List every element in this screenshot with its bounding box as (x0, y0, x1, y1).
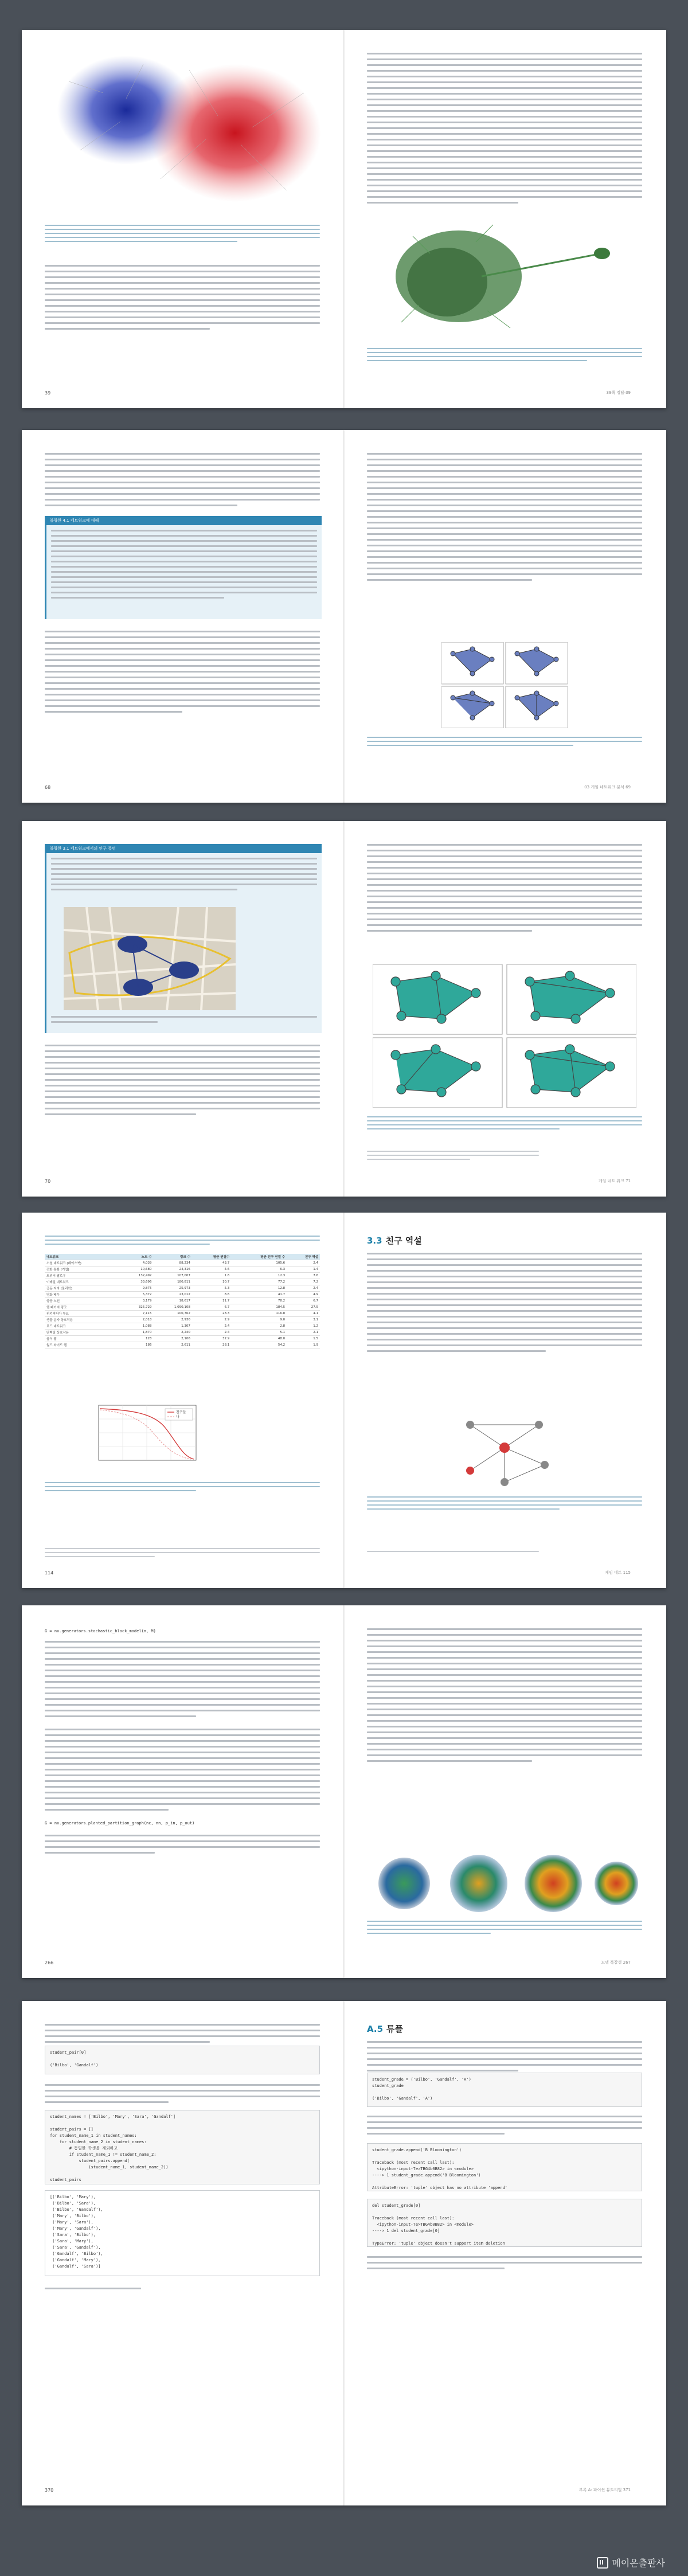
footnotes (45, 1548, 320, 1557)
table-cell: 10.7 (192, 1279, 231, 1285)
friendship-network-figure (447, 1408, 562, 1488)
code-snippet: G = nx.generators.planted_partition_graph(nc, nn, p_in, p_out) (45, 1821, 195, 1826)
right-page (344, 1213, 666, 1588)
table-row (45, 1342, 320, 1348)
table-cell: 2.4 (192, 1330, 231, 1336)
table-header-cell: 네트워크 (45, 1254, 121, 1260)
body-text (367, 844, 642, 932)
code-block: student_names = ['Bilbo', 'Mary', 'Sara', 'Gandalf'] student_pairs = [] for student_name_1 in student_names: for student_name_2 in student_names: # 동일한 학생을 제외하고 if student_name_1 != student_name_2: student_pairs.append( (student_name_1, student_name_2)) student_pairs (45, 2110, 320, 2184)
table-cell: 116.8 (231, 1311, 287, 1317)
table-cell: 2.9 (192, 1317, 231, 1323)
table-row (45, 1330, 320, 1336)
table-row (45, 1298, 320, 1304)
table-cell: 2,240 (154, 1330, 192, 1336)
section-heading (367, 1234, 422, 1246)
table-cell: 2.4 (287, 1285, 320, 1292)
table-cell: 6.7 (287, 1298, 320, 1304)
friendship-paradox-table (45, 1254, 320, 1348)
code-block: student_grade = ('Bilbo', 'Gandalf', 'A') student_grade ('Bilbo', 'Gandalf', 'A') (367, 2073, 642, 2107)
table-cell: 4.1 (287, 1311, 320, 1317)
legend-label-friends: 친구들 (176, 1410, 186, 1414)
body-text (367, 2116, 642, 2135)
body-text (45, 265, 320, 330)
body-text (45, 1641, 320, 1717)
page-spread (22, 1605, 666, 1978)
body-text (45, 1729, 320, 1811)
table-row (45, 1292, 320, 1298)
table-cell: 27.5 (287, 1304, 320, 1311)
footnotes (367, 1551, 539, 1552)
table-cell: 33,696 (121, 1279, 154, 1285)
table-cell: 78.2 (231, 1298, 287, 1304)
table-cell: 2,930 (154, 1317, 192, 1323)
table-cell: 항공 노선 (45, 1298, 121, 1304)
code-block: student_grade.append('B Bloomington') Traceback (most recent call last): <ipython-input-7e>TBG4b0B82> in <module> ----> 1 student_grade.append('B Bloomington') AttributeError: 'tuple' object has no attribute 'append' (367, 2143, 642, 2191)
table-cell: 2.1 (287, 1330, 320, 1336)
page-number: 70 (45, 1179, 51, 1184)
table-header-cell: 링크 수 (154, 1254, 192, 1260)
table-cell: 음식 웹 (45, 1336, 121, 1342)
running-head: 게임 네트 115 (605, 1570, 631, 1575)
left-page (22, 30, 344, 408)
page-number: 39 (45, 390, 51, 396)
info-box-title: 불량한 3.1 네트워크에서의 연구 증명 (46, 844, 322, 853)
table-row (45, 1273, 320, 1279)
table-cell: 전화 통화 (기업) (45, 1266, 121, 1273)
table-cell: 2,106 (154, 1336, 192, 1342)
table-cell: 1,870 (121, 1330, 154, 1336)
body-text (367, 2256, 642, 2269)
table-row (45, 1304, 320, 1311)
table-cell: 2.4 (192, 1323, 231, 1330)
table-cell: 단백질 상호작용 (45, 1330, 121, 1336)
table-cell: 이메일 네트워크 (45, 1279, 121, 1285)
table-cell: 2.4 (287, 1260, 320, 1266)
right-page (344, 2001, 666, 2505)
left-page (22, 2001, 344, 2505)
page-spread (22, 430, 666, 803)
table-cell: 43.7 (192, 1260, 231, 1266)
table-cell: 3.1 (287, 1317, 320, 1323)
table-cell: 4.9 (287, 1292, 320, 1298)
table-cell: 100,762 (154, 1311, 192, 1317)
table-cell: 6.7 (192, 1304, 231, 1311)
body-text (45, 2084, 320, 2103)
figure-caption (45, 225, 320, 242)
table-cell: 1,307 (154, 1323, 192, 1330)
table-cell: 로드 네트워크 (45, 1323, 121, 1330)
running-head: 게임 네트 워크 71 (598, 1179, 631, 1183)
table-cell: 2.8 (231, 1323, 287, 1330)
table-cell: 4.6 (192, 1266, 231, 1273)
network-cluster-figure (46, 47, 321, 219)
table-cell: 77.2 (231, 1279, 287, 1285)
table-cell: 24,316 (154, 1266, 192, 1273)
table-cell: 128 (121, 1336, 154, 1342)
section-heading (367, 2023, 403, 2035)
left-page (22, 821, 344, 1197)
table-cell: 105.6 (231, 1260, 287, 1266)
right-page (344, 30, 666, 408)
table-cell: 5,372 (121, 1292, 154, 1298)
table-cell: 7.6 (287, 1273, 320, 1279)
right-page (344, 430, 666, 803)
publisher-logo-icon (597, 2557, 608, 2569)
table-row (45, 1336, 320, 1342)
table-cell: 5.3 (192, 1285, 231, 1292)
body-text (367, 2041, 642, 2071)
body-text (367, 453, 642, 581)
running-head: 39쪽 정답·39 (606, 390, 631, 395)
network-spheres-figure (370, 1852, 639, 1915)
table-cell: 6.3 (231, 1266, 287, 1273)
code-snippet: G = nx.generators.stochastic_block_model(n, M) (45, 1629, 156, 1633)
table-cell: 3,179 (121, 1298, 154, 1304)
page-spread (22, 1213, 666, 1588)
left-page (22, 430, 344, 803)
section-number: A.5 (367, 2024, 384, 2034)
table-header-cell: 친구 역설 (287, 1254, 320, 1260)
table-row (45, 1317, 320, 1323)
table-row (45, 1285, 320, 1292)
table-cell: 10,680 (121, 1266, 154, 1273)
table-cell: 28.3 (192, 1311, 231, 1317)
degree-distribution-chart (85, 1402, 200, 1471)
code-block: student_pair[0] ('Bilbo', 'Gandalf') (45, 2046, 320, 2074)
table-row (45, 1260, 320, 1266)
table-cell: 영화 배우 (45, 1292, 121, 1298)
table-cell: 생물 분자 상호작용 (45, 1317, 121, 1323)
body-text (367, 1628, 642, 1762)
body-text (45, 631, 320, 713)
table-cell: 12.8 (231, 1285, 287, 1292)
info-box (45, 844, 322, 1033)
section-number: 3.3 (367, 1236, 382, 1246)
table-cell: 공동 저자 (물리학) (45, 1285, 121, 1292)
body-text (367, 1253, 642, 1352)
table-cell: 88,234 (154, 1260, 192, 1266)
table-cell: 23,012 (154, 1292, 192, 1298)
body-text (45, 2024, 320, 2043)
table-cell: 5.1 (231, 1330, 287, 1336)
figure-caption (367, 1116, 642, 1129)
running-head: 부록 A: 파이썬 튜토리얼 371 (578, 2488, 631, 2492)
footnotes (367, 1151, 539, 1160)
table-cell: 1.2 (287, 1323, 320, 1330)
table-cell: 132,492 (121, 1273, 154, 1279)
figure-caption (367, 1496, 642, 1510)
left-page (22, 1605, 344, 1978)
info-box-title: 불량한 4.1 네트워크에 대해 (46, 516, 322, 525)
right-page (344, 1605, 666, 1978)
table-cell: 325,729 (121, 1304, 154, 1311)
table-cell: 184.5 (231, 1304, 287, 1311)
table-cell: 1.9 (287, 1342, 320, 1348)
section-title: 튜플 (386, 2024, 404, 2034)
table-cell: 7,115 (121, 1311, 154, 1317)
figure-caption (367, 1921, 642, 1934)
table-cell: 1.4 (287, 1266, 320, 1273)
table-cell: 1,088 (121, 1323, 154, 1330)
table-cell: 소셜 네트워크 (페이스북) (45, 1260, 121, 1266)
table-row (45, 1323, 320, 1330)
table-header-cell: 노드 수 (121, 1254, 154, 1260)
body-text (45, 1835, 320, 1854)
table-header-cell: 평균 연결수 (192, 1254, 231, 1260)
section-title: 친구 역설 (385, 1236, 422, 1246)
info-box (45, 516, 322, 619)
table-cell: 1.5 (287, 1336, 320, 1342)
right-page (344, 821, 666, 1197)
table-cell: 웹 페이지 링크 (45, 1304, 121, 1311)
page-number: 370 (45, 2488, 54, 2493)
publisher-watermark (597, 2556, 665, 2569)
table-header-row (45, 1254, 320, 1260)
table-cell: 8.6 (192, 1292, 231, 1298)
graph-grid-figure (441, 642, 568, 728)
table-cell: 41.7 (231, 1292, 287, 1298)
running-head: 모델 복잡성 267 (601, 1960, 631, 1965)
figure-caption (367, 737, 642, 746)
page-number: 68 (45, 785, 51, 790)
figure-caption (45, 1482, 320, 1491)
table-cell: 180,811 (154, 1279, 192, 1285)
table-cell: 월드 와이드 웹 (45, 1342, 121, 1348)
table-cell: 186 (121, 1342, 154, 1348)
table-cell: 위키피디아 투표 (45, 1311, 121, 1317)
table-row (45, 1279, 320, 1285)
body-text (45, 453, 320, 506)
table-cell: 11.7 (192, 1298, 231, 1304)
table-cell: 4,039 (121, 1260, 154, 1266)
left-page (22, 1213, 344, 1588)
tree-network-figure (396, 219, 613, 334)
body-text (367, 53, 642, 204)
table-cell: 1.6 (192, 1273, 231, 1279)
table-cell: 7.2 (287, 1279, 320, 1285)
table-cell: 32.9 (192, 1336, 231, 1342)
table-row (45, 1266, 320, 1273)
page-spread (22, 2001, 666, 2505)
graph-grid-figure (373, 964, 636, 1108)
table-cell: 54.2 (231, 1342, 287, 1348)
running-head: 03 게임 네트워크 분석 69 (584, 785, 631, 789)
table-cell: 2,611 (154, 1342, 192, 1348)
table-cell: 9.0 (231, 1317, 287, 1323)
table-header-cell: 평균 친구 연결 수 (231, 1254, 287, 1260)
table-cell: 2,018 (121, 1317, 154, 1323)
table-cell: 12.3 (231, 1273, 287, 1279)
table-row (45, 1311, 320, 1317)
legend-label-me: 나 (176, 1415, 179, 1419)
table-cell: 9,875 (121, 1285, 154, 1292)
code-block: del student_grade[0] Traceback (most recent call last): <ipython-input-7e>TBG4b0B82> in <module> ----> 1 del student_grade[0] TypeError: 'tuple' object doesn't support item deletion (367, 2199, 642, 2247)
table-cell: 107,007 (154, 1273, 192, 1279)
table-cell: 트위터 팔로우 (45, 1273, 121, 1279)
page-spread (22, 30, 666, 408)
table-cell: 25,973 (154, 1285, 192, 1292)
city-map-illustration (64, 907, 236, 1010)
table-cell: 28.1 (192, 1342, 231, 1348)
table-cell: 18,617 (154, 1298, 192, 1304)
page-number: 114 (45, 1570, 54, 1576)
table-cell: 1,090,108 (154, 1304, 192, 1311)
page-number: 266 (45, 1960, 54, 1965)
code-output: [('Bilbo', 'Mary'), ('Bilbo', 'Sara'), ('Bilbo', 'Gandalf'), ('Mary', 'Bilbo'), ('Mary', 'Sara'), ('Mary', 'Gandalf'), ('Sara', 'Bilbo'), ('Sara', 'Mary'), ('Sara', 'Gandalf'), ('Gandalf', 'Bilbo'), ('Gandalf', 'Mary'), ('Gandalf', 'Sara')] (45, 2190, 320, 2276)
table-cell: 48.0 (231, 1336, 287, 1342)
publisher-name: 메이온출판사 (612, 2559, 665, 2569)
figure-caption (367, 348, 642, 361)
body-text (45, 2288, 320, 2289)
body-text (45, 1045, 320, 1115)
table-caption (45, 1236, 320, 1245)
page-spread (22, 821, 666, 1197)
